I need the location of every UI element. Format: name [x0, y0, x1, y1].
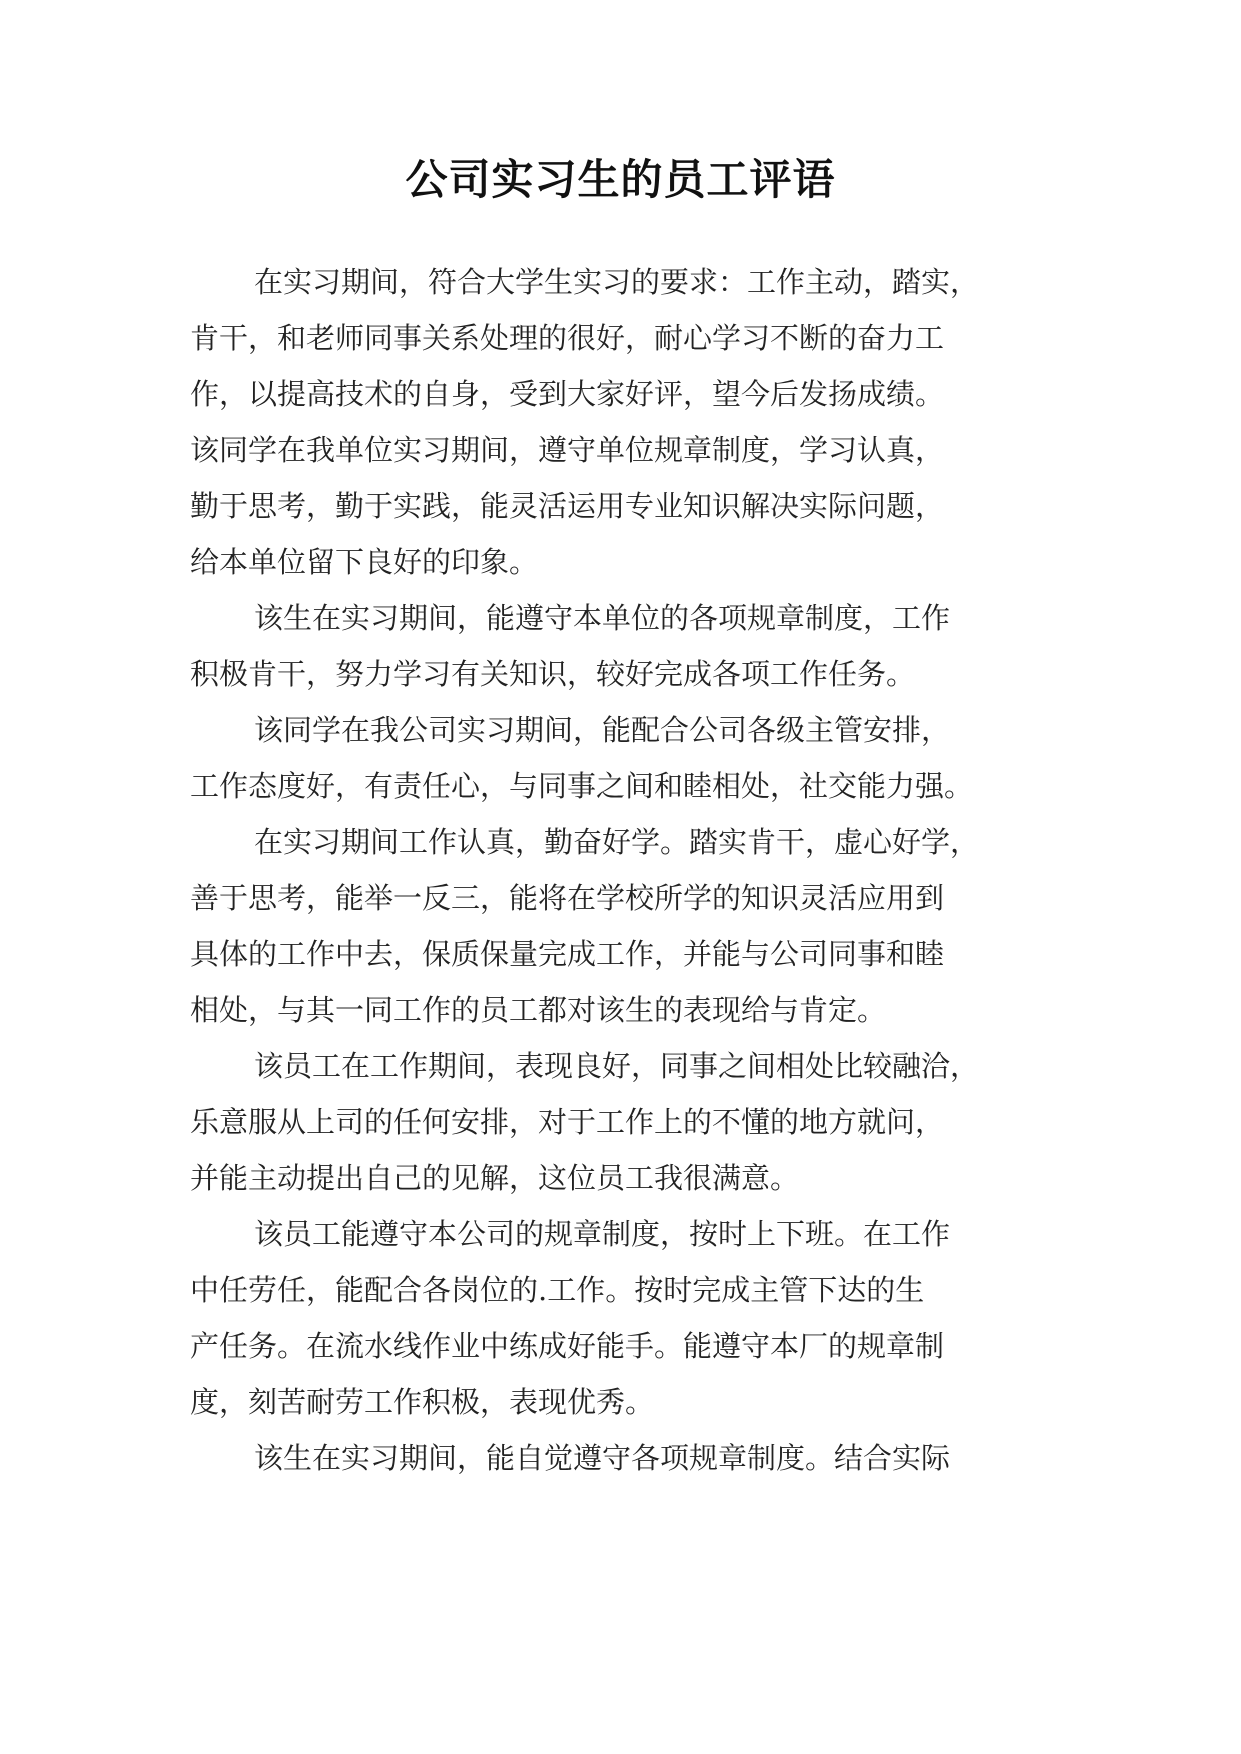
text-line: 作，以提高技术的自身，受到大家好评，望今后发扬成绩。	[190, 377, 945, 411]
page-title: 公司实习生的员工评语	[405, 155, 836, 204]
text-line: 该同学在我公司实习期间，能配合公司各级主管安排，	[254, 713, 951, 747]
text-line: 该生在实习期间，能自觉遵守各项规章制度。结合实际	[254, 1441, 951, 1475]
text-line: 中任劳任，能配合各岗位的.工作。按时完成主管下达的生	[190, 1273, 925, 1307]
text-line: 在实习期间，符合大学生实习的要求：工作主动，踏实，	[254, 265, 980, 299]
text-line: 该员工在工作期间，表现良好，同事之间相处比较融洽，	[254, 1049, 980, 1083]
text-line: 相处，与其一同工作的员工都对该生的表现给与肯定。	[190, 993, 887, 1027]
text-line: 该员工能遵守本公司的规章制度，按时上下班。在工作	[254, 1217, 951, 1251]
text-line: 乐意服从上司的任何安排，对于工作上的不懂的地方就问，	[190, 1105, 945, 1139]
text-line: 在实习期间工作认真，勤奋好学。踏实肯干，虚心好学，	[254, 825, 980, 859]
text-line: 产任务。在流水线作业中练成好能手。能遵守本厂的规章制	[190, 1329, 945, 1363]
text-line: 并能主动提出自己的见解，这位员工我很满意。	[190, 1161, 800, 1195]
text-line: 工作态度好，有责任心，与同事之间和睦相处，社交能力强。	[190, 769, 974, 803]
text-line: 善于思考，能举一反三，能将在学校所学的知识灵活应用到	[190, 881, 945, 915]
text-line: 勤于思考，勤于实践，能灵活运用专业知识解决实际问题，	[190, 489, 945, 523]
text-line: 该同学在我单位实习期间，遵守单位规章制度，学习认真，	[190, 433, 945, 467]
text-line: 具体的工作中去，保质保量完成工作，并能与公司同事和睦	[190, 937, 945, 971]
text-line: 肯干，和老师同事关系处理的很好，耐心学习不断的奋力工	[190, 321, 945, 355]
text-line: 度，刻苦耐劳工作积极，表现优秀。	[190, 1385, 655, 1419]
text-line: 该生在实习期间，能遵守本单位的各项规章制度，工作	[254, 601, 951, 635]
text-line: 给本单位留下良好的印象。	[190, 545, 539, 579]
text-line: 积极肯干，努力学习有关知识，较好完成各项工作任务。	[190, 657, 916, 691]
